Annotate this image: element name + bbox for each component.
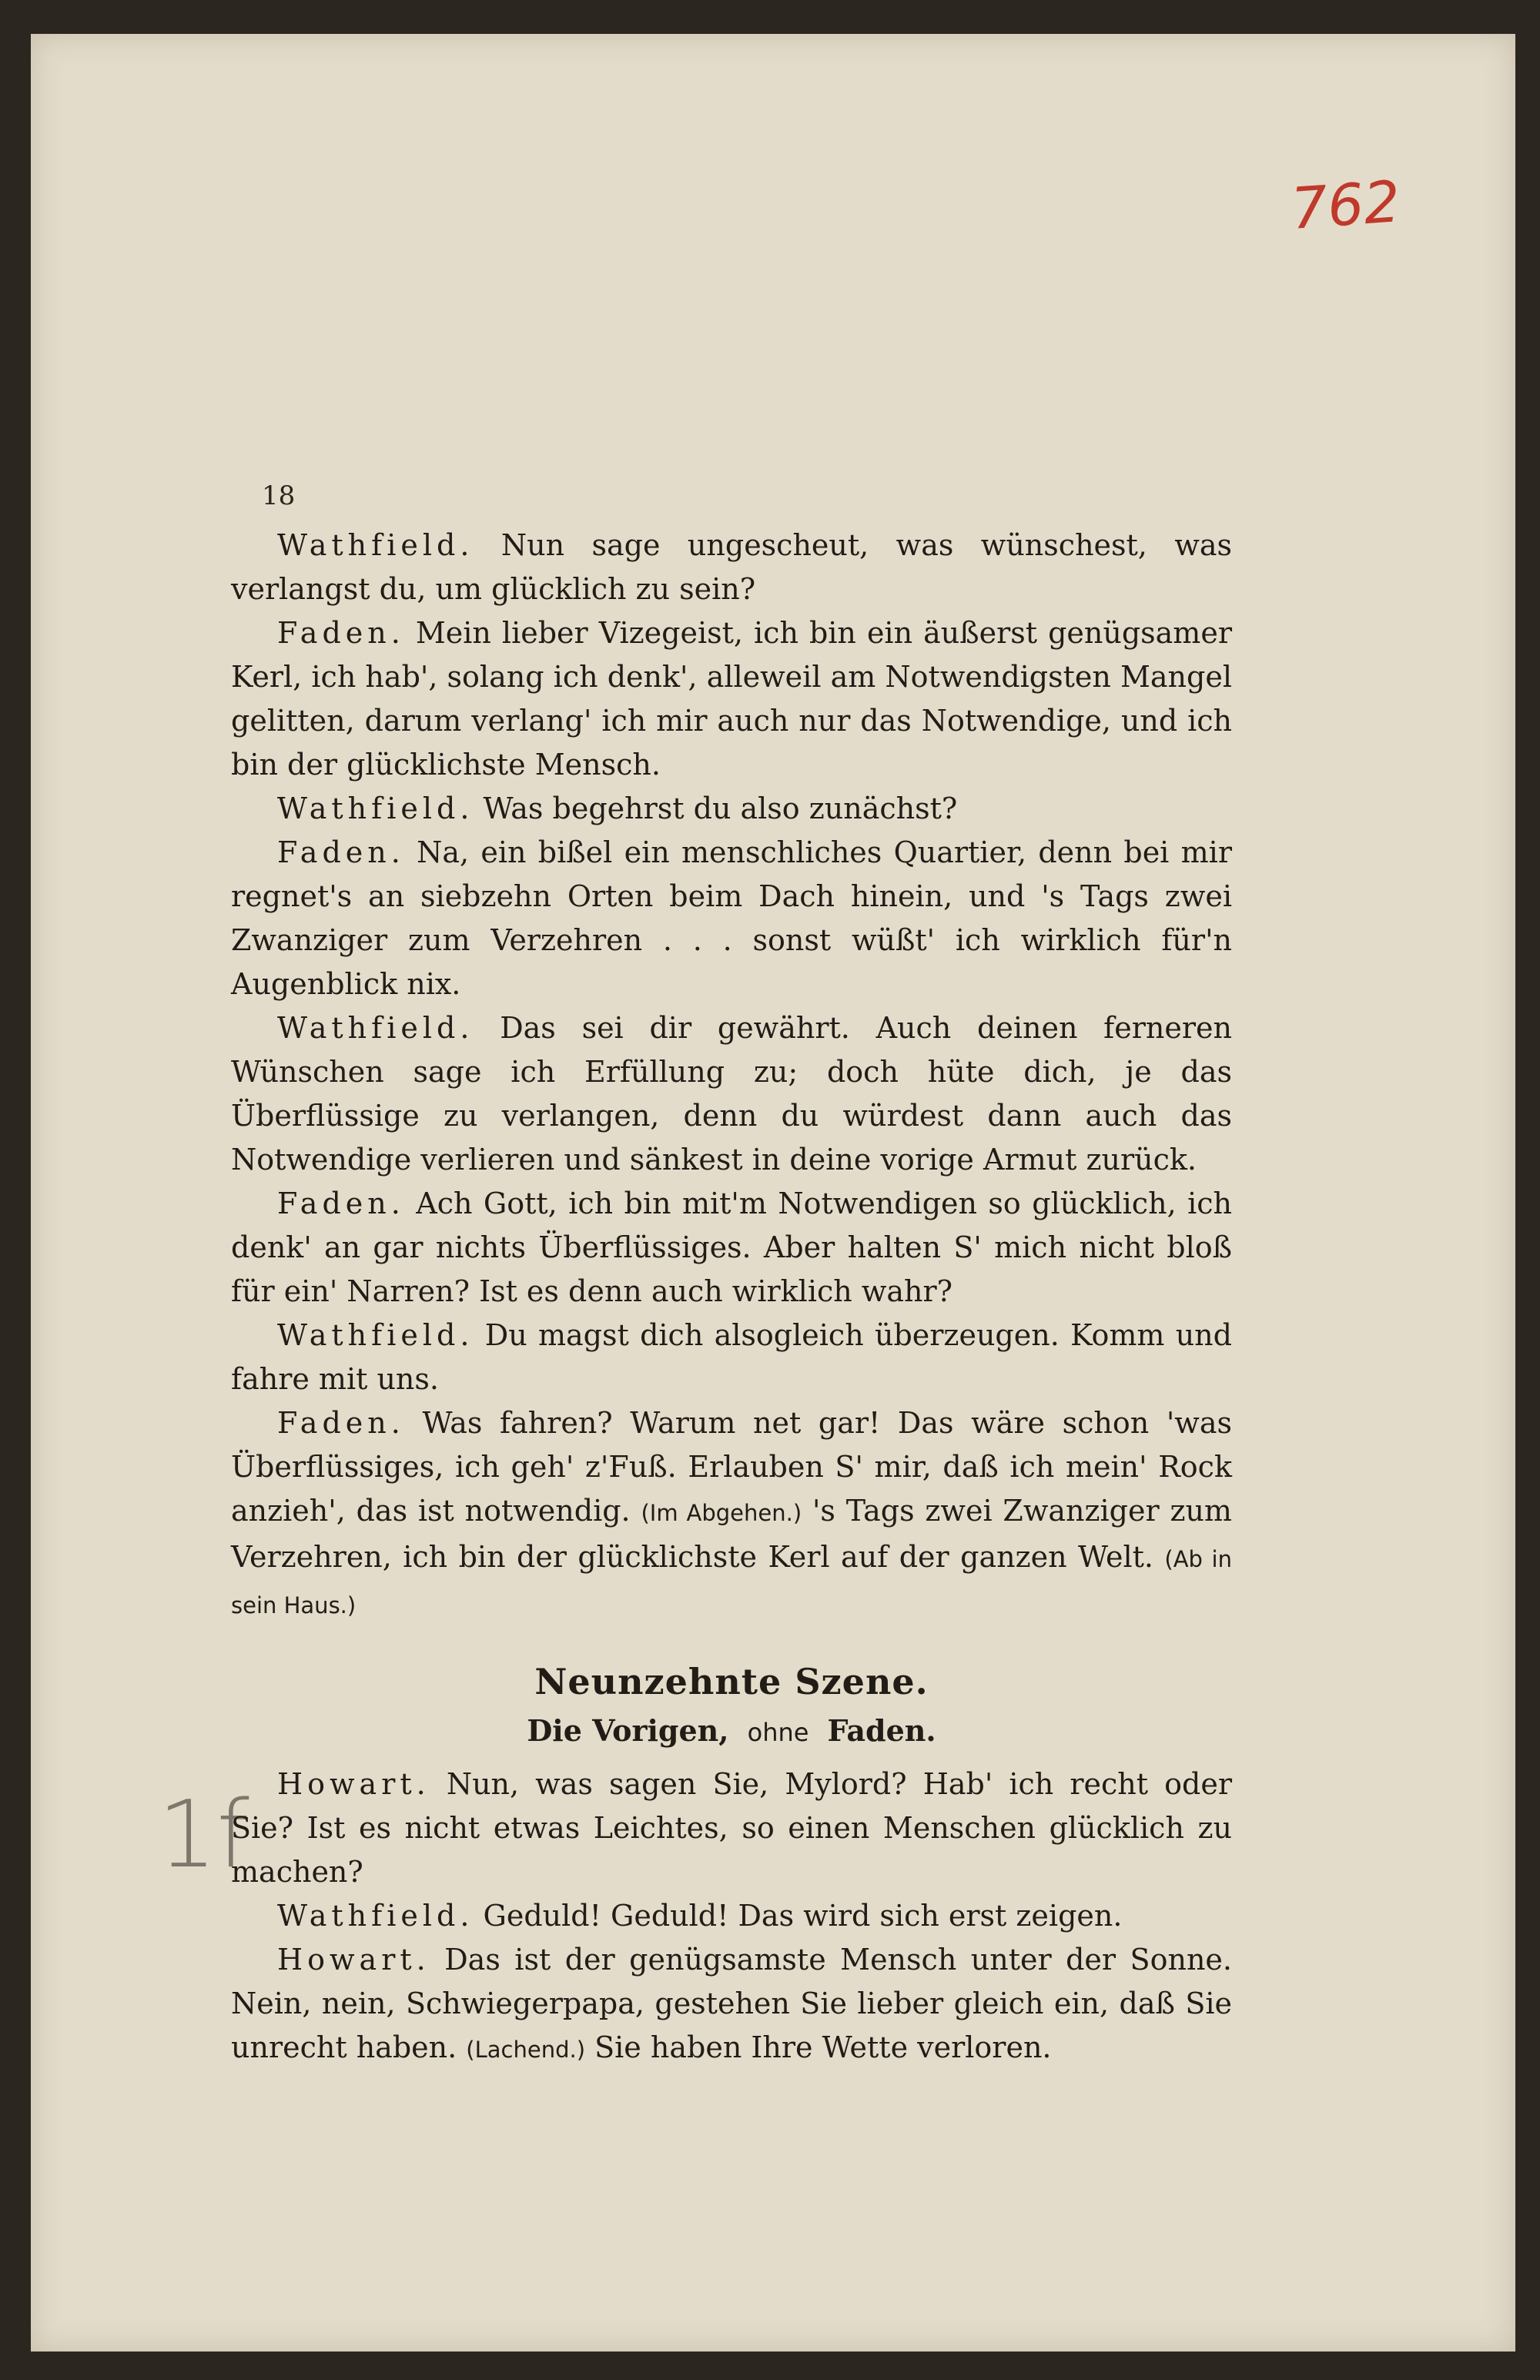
dialogue-text: Mein lieber Vizegeist, ich bin ein äußerst genügsamer Kerl, ich hab', solang ich denk', alleweil am Notwendigsten Mangel gelitten, darum verlang' ich mir auch nur das Notwendige, und ich bin der glücklichste Mensch. (231, 616, 1232, 782)
speaker-name: Wathfield. (277, 1899, 474, 1933)
speaker-name: Wathfield. (277, 1318, 474, 1352)
dialogue-text: Was begehrst du also zunächst? (483, 792, 958, 825)
dialogue-text: Sie haben Ihre Wette verloren. (594, 2030, 1052, 2064)
scene-characters: Die Vorigen, (527, 1713, 729, 1748)
dialogue-text: Was fahren? Warum net gar! Das wäre schon 'was Überflüssiges, ich geh' z'Fuß. Erlauben S' mir, daß ich mein' Rock anzieh', das ist notwendig. (231, 1406, 1232, 1528)
dialogue-text: Das sei dir gewährt. Auch deinen ferneren Wünschen sage ich Erfüllung zu; doch hüte dich, je das Überflüssige zu verlangen, denn du würdest dann auch das Notwendige verlieren und sänkest in deine vorige Armut zurück. (231, 1011, 1232, 1177)
stage-direction: (Im Abgehen.) (641, 1500, 802, 1526)
scene-ohne: ohne (747, 1718, 809, 1747)
body-text (231, 524, 1232, 2072)
dialogue-text: Na, ein bißel ein menschliches Quartier, denn bei mir regnet's an siebzehn Orten beim Dach hinein, und 's Tags zwei Zwanziger zum Verzehren . . . sonst wüßt' ich wirklich für'n Augenblick nix. (231, 835, 1232, 1001)
dialogue-text: Nun sage ungescheut, was wünschest, was verlangst du, um glücklich zu sein? (231, 528, 1232, 606)
speaker-name: Howart. (277, 1767, 430, 1801)
scene-absent: Faden. (827, 1713, 936, 1748)
dialogue-line (231, 787, 1232, 831)
dialogue-text: 's Tags zwei Zwanziger zum Verzehren, ich bin der glücklichste Kerl auf der ganzen Welt. (231, 1494, 1232, 1574)
speaker-name: Faden. (277, 835, 405, 869)
scene-subtitle (231, 1709, 1232, 1755)
dialogue-line (231, 1762, 1232, 1894)
page-number: 18 (262, 480, 296, 511)
stage-direction: (Lachend.) (466, 2037, 586, 2063)
scene-title: Neunzehnte Szene. (534, 1661, 929, 1702)
speaker-name: Faden. (277, 1187, 405, 1220)
dialogue-line (231, 1182, 1232, 1314)
dialogue-line (231, 831, 1232, 1006)
speaker-name: Howart. (277, 1943, 430, 1977)
speaker-name: Wathfield. (277, 792, 474, 825)
speaker-name: Wathfield. (277, 528, 474, 562)
dialogue-line (231, 1006, 1232, 1182)
dialogue-text: Ach Gott, ich bin mit'm Notwendigen so glücklich, ich denk' an gar nichts Überflüssiges. Aber halten S' mich nicht bloß für ein' Narren? Ist es denn auch wirklich wahr? (231, 1187, 1232, 1308)
dialogue-text: Das ist der genügsamste Mensch unter der Sonne. Nein, nein, Schwiegerpapa, gestehen Sie lieber gleich ein, daß Sie unrecht haben. (231, 1943, 1232, 2064)
dialogue-text: Du magst dich alsogleich überzeugen. Komm und fahre mit uns. (231, 1318, 1232, 1396)
speaker-name: Wathfield. (277, 1011, 474, 1045)
dialogue-line (231, 1401, 1232, 1628)
dialogue-line (231, 1314, 1232, 1401)
dialogue-text: Nun, was sagen Sie, Mylord? Hab' ich recht oder Sie? Ist es nicht etwas Leichtes, so einen Menschen glücklich zu machen? (231, 1767, 1232, 1889)
dialogue-line (231, 611, 1232, 787)
speaker-name: Faden. (277, 616, 405, 650)
speaker-name: Faden. (277, 1406, 405, 1440)
dialogue-text: Geduld! Geduld! Das wird sich erst zeigen. (483, 1899, 1123, 1933)
dialogue-line (231, 524, 1232, 611)
dialogue-line (231, 1894, 1232, 1938)
stage-direction: (Ab in sein Haus.) (231, 1546, 1232, 1618)
dialogue-line (231, 1938, 1232, 2072)
archive-number: 762 (1288, 169, 1402, 243)
margin-mark: 1f (158, 1782, 249, 1889)
